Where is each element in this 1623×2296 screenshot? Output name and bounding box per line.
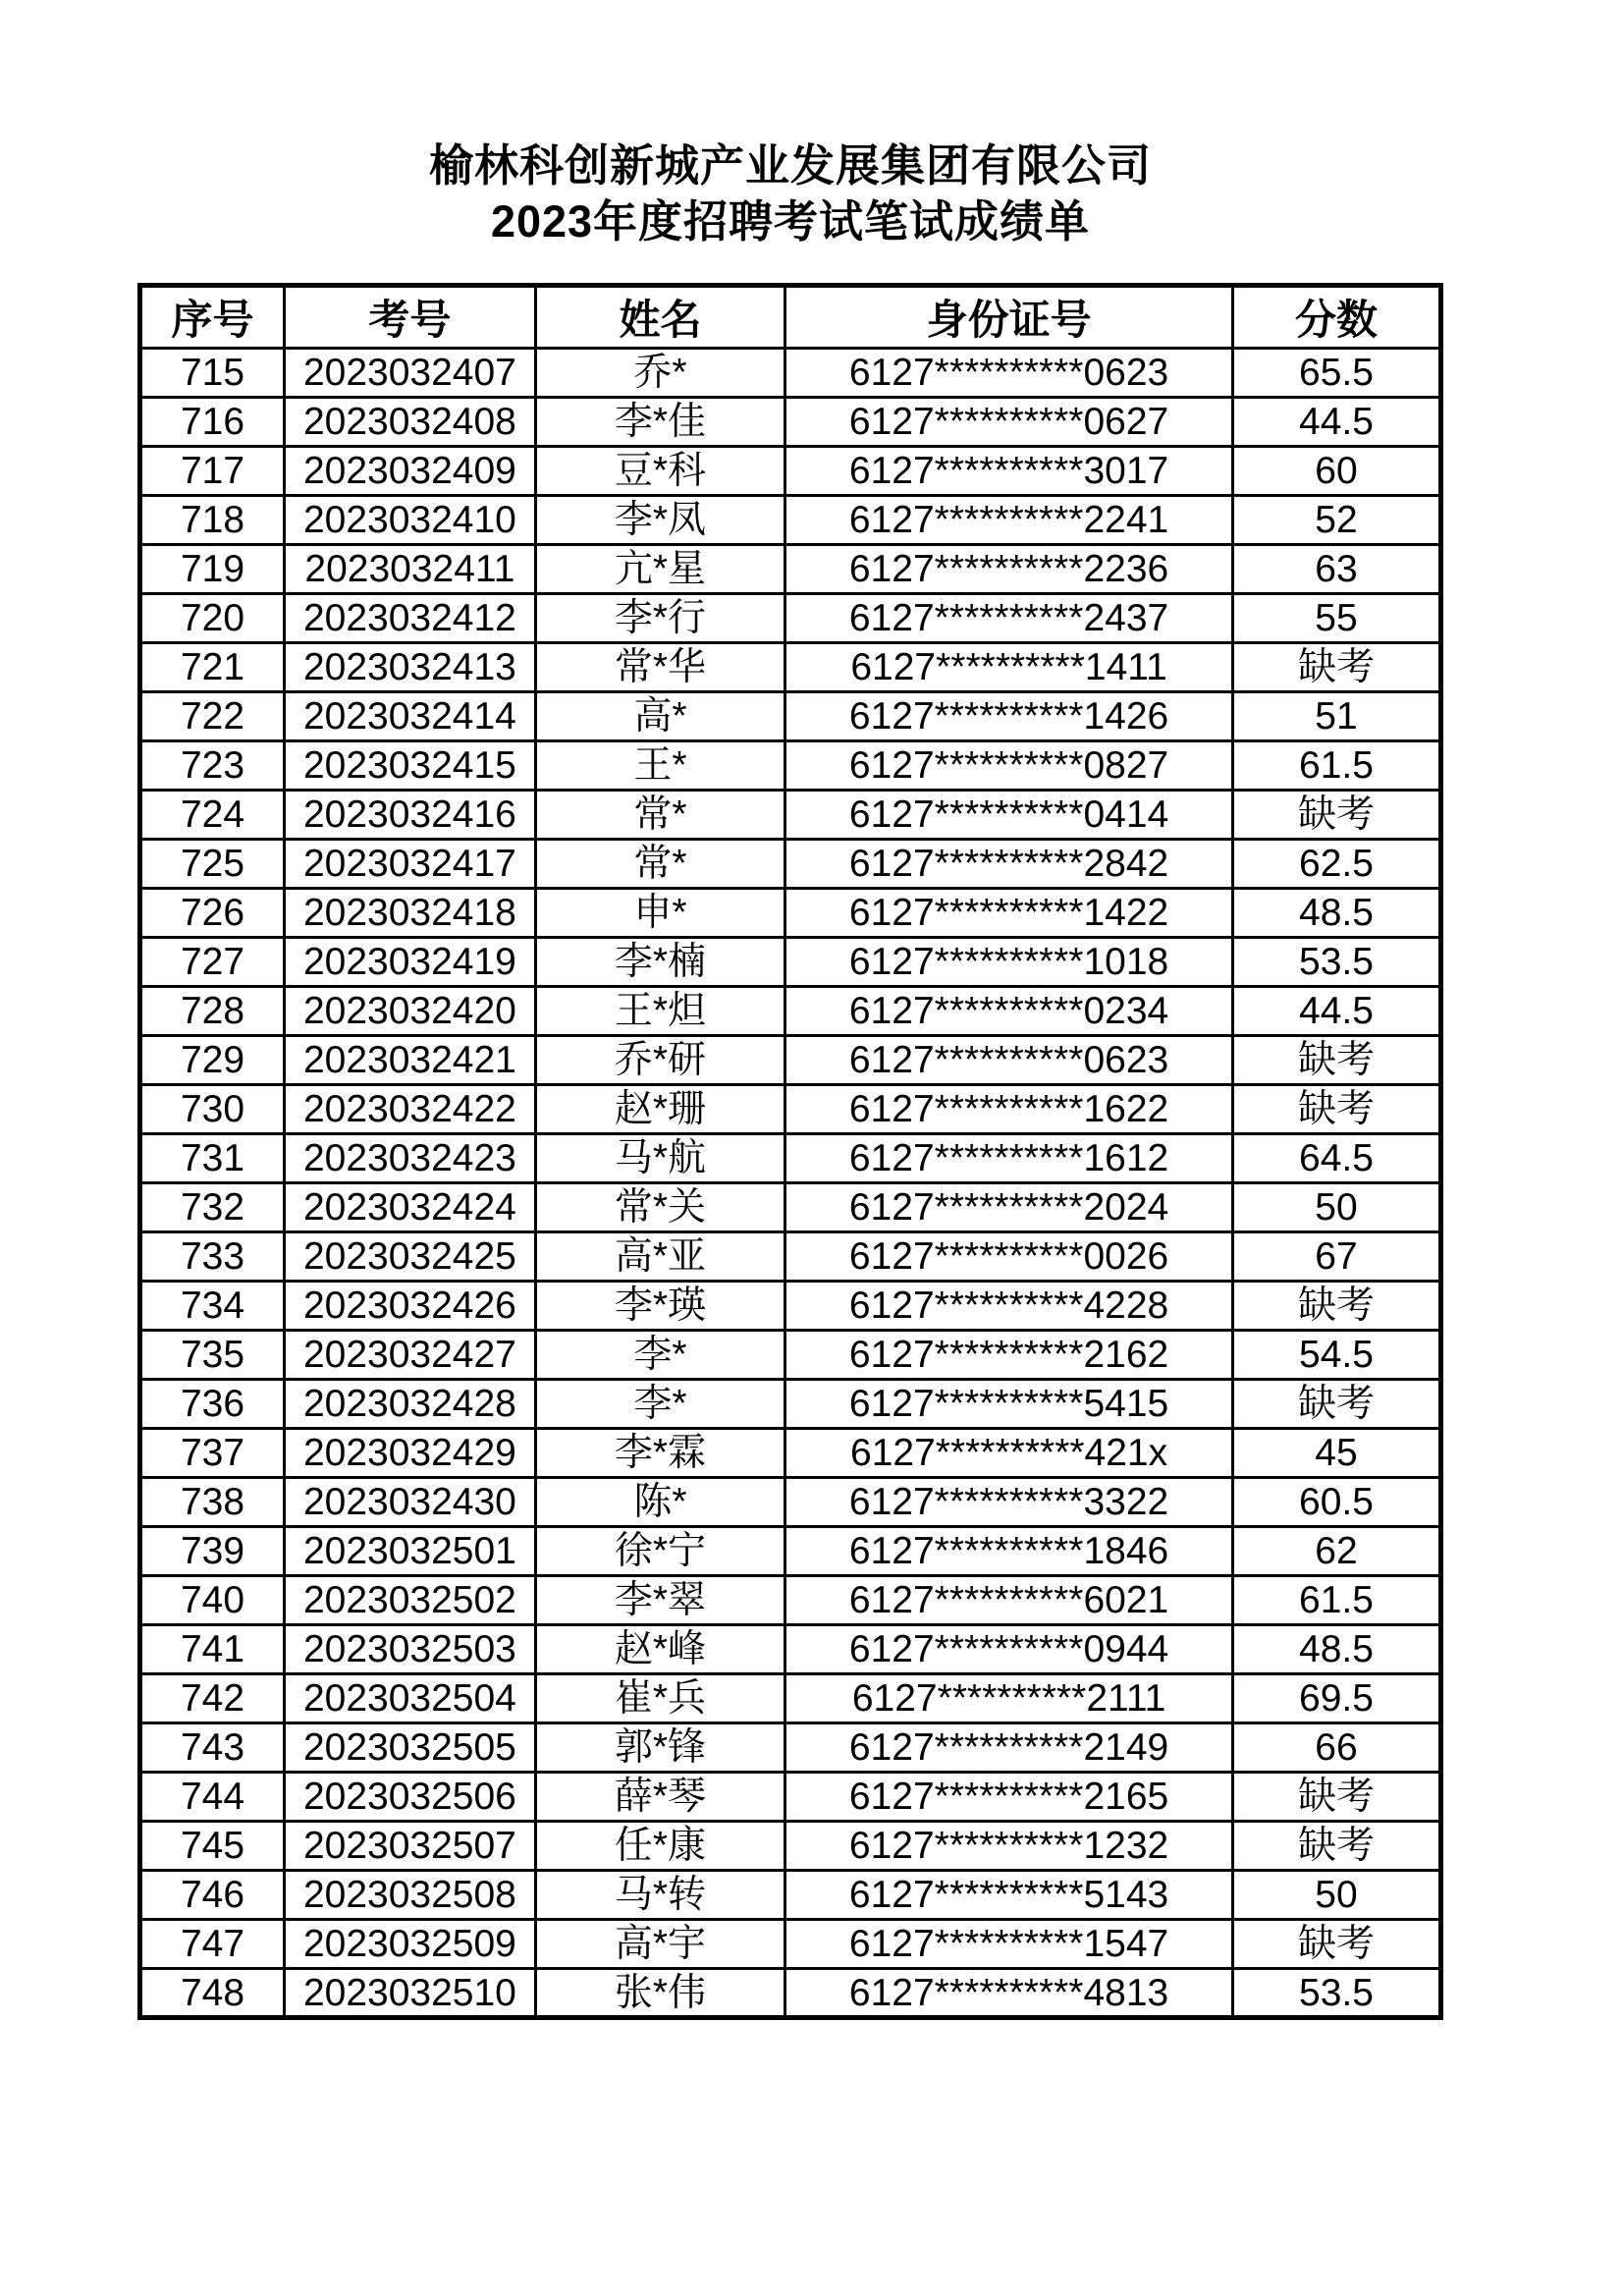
cell-seq: 743 [140,1723,285,1773]
table-row [140,1969,1441,2018]
table-row [140,791,1441,840]
cell-name: 任*康 [535,1822,784,1871]
column-header-exam-no: 考号 [285,286,536,349]
cell-id: 6127**********0627 [785,398,1233,447]
cell-score: 缺考 [1232,791,1440,840]
cell-seq: 726 [140,889,285,938]
cell-name: 常* [535,791,784,840]
table-row [140,1773,1441,1822]
cell-name: 高* [535,692,784,741]
cell-id: 6127**********5143 [785,1871,1233,1920]
cell-exam-no: 2023032420 [285,987,536,1036]
table-row [140,1822,1441,1871]
cell-id: 6127**********3017 [785,447,1233,496]
cell-score: 61.5 [1232,741,1440,791]
cell-seq: 732 [140,1183,285,1232]
cell-exam-no: 2023032416 [285,791,536,840]
cell-score: 62.5 [1232,840,1440,889]
cell-exam-no: 2023032427 [285,1331,536,1380]
cell-exam-no: 2023032407 [285,349,536,398]
cell-name: 常*关 [535,1183,784,1232]
cell-score: 63 [1232,545,1440,594]
cell-id: 6127**********1422 [785,889,1233,938]
table-row [140,1871,1441,1920]
cell-name: 李*凤 [535,496,784,545]
table-row [140,1036,1441,1085]
table-row [140,1674,1441,1723]
cell-id: 6127**********1612 [785,1134,1233,1183]
cell-seq: 746 [140,1871,285,1920]
score-table [137,283,1443,2020]
cell-id: 6127**********6021 [785,1576,1233,1625]
cell-score: 44.5 [1232,987,1440,1036]
cell-id: 6127**********0414 [785,791,1233,840]
cell-name: 陈* [535,1478,784,1527]
cell-score: 67 [1232,1232,1440,1282]
column-header-id: 身份证号 [785,286,1233,349]
cell-score: 69.5 [1232,1674,1440,1723]
cell-exam-no: 2023032428 [285,1380,536,1429]
cell-name: 徐*宁 [535,1527,784,1576]
cell-score: 缺考 [1232,1085,1440,1134]
table-row [140,1723,1441,1773]
cell-id: 6127**********1547 [785,1920,1233,1969]
cell-exam-no: 2023032506 [285,1773,536,1822]
table-row [140,545,1441,594]
cell-name: 郭*锋 [535,1723,784,1773]
cell-score: 62 [1232,1527,1440,1576]
cell-id: 6127**********1411 [785,643,1233,692]
cell-exam-no: 2023032418 [285,889,536,938]
cell-id: 6127**********1622 [785,1085,1233,1134]
cell-seq: 721 [140,643,285,692]
cell-seq: 748 [140,1969,285,2018]
cell-name: 赵*珊 [535,1085,784,1134]
cell-exam-no: 2023032424 [285,1183,536,1232]
table-row [140,692,1441,741]
cell-id: 6127**********1018 [785,938,1233,987]
cell-name: 李*霖 [535,1429,784,1478]
cell-exam-no: 2023032503 [285,1625,536,1674]
cell-exam-no: 2023032507 [285,1822,536,1871]
table-header-row [140,286,1441,349]
cell-name: 李*瑛 [535,1282,784,1331]
cell-id: 6127**********2162 [785,1331,1233,1380]
table-row [140,1429,1441,1478]
cell-seq: 730 [140,1085,285,1134]
cell-id: 6127**********0827 [785,741,1233,791]
cell-id: 6127**********0234 [785,987,1233,1036]
table-row [140,1085,1441,1134]
cell-score: 缺考 [1232,1773,1440,1822]
cell-seq: 723 [140,741,285,791]
cell-score: 65.5 [1232,349,1440,398]
cell-seq: 729 [140,1036,285,1085]
cell-name: 高*宇 [535,1920,784,1969]
cell-score: 48.5 [1232,1625,1440,1674]
cell-score: 61.5 [1232,1576,1440,1625]
table-row [140,741,1441,791]
table-row [140,1527,1441,1576]
cell-name: 李*行 [535,594,784,643]
cell-seq: 728 [140,987,285,1036]
cell-exam-no: 2023032501 [285,1527,536,1576]
cell-name: 马*转 [535,1871,784,1920]
cell-id: 6127**********2024 [785,1183,1233,1232]
cell-seq: 740 [140,1576,285,1625]
cell-exam-no: 2023032509 [285,1920,536,1969]
table-row [140,447,1441,496]
cell-exam-no: 2023032430 [285,1478,536,1527]
cell-id: 6127**********2842 [785,840,1233,889]
cell-score: 54.5 [1232,1331,1440,1380]
cell-name: 马*航 [535,1134,784,1183]
cell-id: 6127**********2111 [785,1674,1233,1723]
cell-id: 6127**********1426 [785,692,1233,741]
cell-name: 高*亚 [535,1232,784,1282]
cell-exam-no: 2023032415 [285,741,536,791]
cell-exam-no: 2023032429 [285,1429,536,1478]
cell-exam-no: 2023032423 [285,1134,536,1183]
cell-exam-no: 2023032422 [285,1085,536,1134]
table-row [140,987,1441,1036]
table-row [140,840,1441,889]
cell-exam-no: 2023032421 [285,1036,536,1085]
cell-score: 50 [1232,1183,1440,1232]
cell-name: 崔*兵 [535,1674,784,1723]
table-row [140,1478,1441,1527]
table-row [140,496,1441,545]
cell-id: 6127**********2165 [785,1773,1233,1822]
cell-name: 李* [535,1380,784,1429]
cell-score: 66 [1232,1723,1440,1773]
cell-id: 6127**********4813 [785,1969,1233,2018]
cell-id: 6127**********0623 [785,349,1233,398]
cell-seq: 736 [140,1380,285,1429]
cell-id: 6127**********421x [785,1429,1233,1478]
cell-exam-no: 2023032510 [285,1969,536,2018]
cell-name: 豆*科 [535,447,784,496]
document-title: 榆林科创新城产业发展集团有限公司 [428,140,1152,191]
cell-id: 6127**********5415 [785,1380,1233,1429]
cell-score: 缺考 [1232,1920,1440,1969]
cell-seq: 735 [140,1331,285,1380]
cell-name: 常*华 [535,643,784,692]
table-row [140,594,1441,643]
cell-name: 李*翠 [535,1576,784,1625]
cell-score: 缺考 [1232,1282,1440,1331]
cell-exam-no: 2023032505 [285,1723,536,1773]
cell-score: 缺考 [1232,643,1440,692]
cell-exam-no: 2023032502 [285,1576,536,1625]
cell-score: 51 [1232,692,1440,741]
cell-seq: 744 [140,1773,285,1822]
cell-id: 6127**********1232 [785,1822,1233,1871]
cell-exam-no: 2023032411 [285,545,536,594]
cell-id: 6127**********2149 [785,1723,1233,1773]
cell-score: 44.5 [1232,398,1440,447]
table-row [140,1576,1441,1625]
cell-score: 缺考 [1232,1380,1440,1429]
cell-seq: 718 [140,496,285,545]
cell-seq: 733 [140,1232,285,1282]
cell-seq: 741 [140,1625,285,1674]
cell-name: 乔*研 [535,1036,784,1085]
table-row [140,938,1441,987]
cell-exam-no: 2023032425 [285,1232,536,1282]
column-header-score: 分数 [1232,286,1440,349]
cell-seq: 745 [140,1822,285,1871]
cell-name: 王* [535,741,784,791]
cell-name: 李* [535,1331,784,1380]
table-row [140,1380,1441,1429]
table-row [140,1183,1441,1232]
cell-seq: 717 [140,447,285,496]
cell-score: 缺考 [1232,1036,1440,1085]
table-row [140,1920,1441,1969]
cell-id: 6127**********0026 [785,1232,1233,1282]
cell-exam-no: 2023032426 [285,1282,536,1331]
cell-id: 6127**********1846 [785,1527,1233,1576]
cell-seq: 727 [140,938,285,987]
cell-score: 55 [1232,594,1440,643]
cell-name: 赵*峰 [535,1625,784,1674]
cell-id: 6127**********2241 [785,496,1233,545]
column-header-name: 姓名 [535,286,784,349]
cell-name: 常* [535,840,784,889]
cell-exam-no: 2023032414 [285,692,536,741]
cell-exam-no: 2023032419 [285,938,536,987]
cell-exam-no: 2023032417 [285,840,536,889]
cell-score: 45 [1232,1429,1440,1478]
cell-name: 亢*星 [535,545,784,594]
table-row [140,1232,1441,1282]
cell-name: 薛*琴 [535,1773,784,1822]
cell-name: 王*炟 [535,987,784,1036]
table-row [140,1282,1441,1331]
cell-score: 60 [1232,447,1440,496]
cell-seq: 747 [140,1920,285,1969]
cell-score: 52 [1232,496,1440,545]
cell-seq: 731 [140,1134,285,1183]
cell-name: 李*佳 [535,398,784,447]
cell-seq: 738 [140,1478,285,1527]
cell-name: 申* [535,889,784,938]
column-header-seq: 序号 [140,286,285,349]
table-row [140,643,1441,692]
cell-exam-no: 2023032504 [285,1674,536,1723]
cell-seq: 725 [140,840,285,889]
cell-name: 乔* [535,349,784,398]
cell-id: 6127**********2437 [785,594,1233,643]
cell-id: 6127**********0944 [785,1625,1233,1674]
cell-id: 6127**********3322 [785,1478,1233,1527]
cell-seq: 715 [140,349,285,398]
score-table-body [140,349,1441,2018]
cell-seq: 719 [140,545,285,594]
table-row [140,398,1441,447]
cell-seq: 722 [140,692,285,741]
table-row [140,1331,1441,1380]
cell-seq: 739 [140,1527,285,1576]
cell-name: 张*伟 [535,1969,784,2018]
cell-seq: 724 [140,791,285,840]
cell-seq: 720 [140,594,285,643]
cell-seq: 737 [140,1429,285,1478]
cell-score: 缺考 [1232,1822,1440,1871]
cell-score: 50 [1232,1871,1440,1920]
cell-exam-no: 2023032408 [285,398,536,447]
cell-score: 64.5 [1232,1134,1440,1183]
cell-exam-no: 2023032508 [285,1871,536,1920]
cell-score: 53.5 [1232,938,1440,987]
table-row [140,349,1441,398]
cell-name: 李*楠 [535,938,784,987]
table-row [140,889,1441,938]
cell-seq: 742 [140,1674,285,1723]
cell-id: 6127**********2236 [785,545,1233,594]
cell-score: 60.5 [1232,1478,1440,1527]
cell-seq: 716 [140,398,285,447]
cell-score: 53.5 [1232,1969,1440,2018]
table-row [140,1625,1441,1674]
cell-exam-no: 2023032413 [285,643,536,692]
document-subtitle: 2023年度招聘考试笔试成绩单 [490,196,1091,246]
cell-exam-no: 2023032412 [285,594,536,643]
table-row [140,1134,1441,1183]
cell-exam-no: 2023032409 [285,447,536,496]
cell-exam-no: 2023032410 [285,496,536,545]
cell-seq: 734 [140,1282,285,1331]
cell-id: 6127**********0623 [785,1036,1233,1085]
title-block [137,0,1443,249]
cell-score: 48.5 [1232,889,1440,938]
cell-id: 6127**********4228 [785,1282,1233,1331]
